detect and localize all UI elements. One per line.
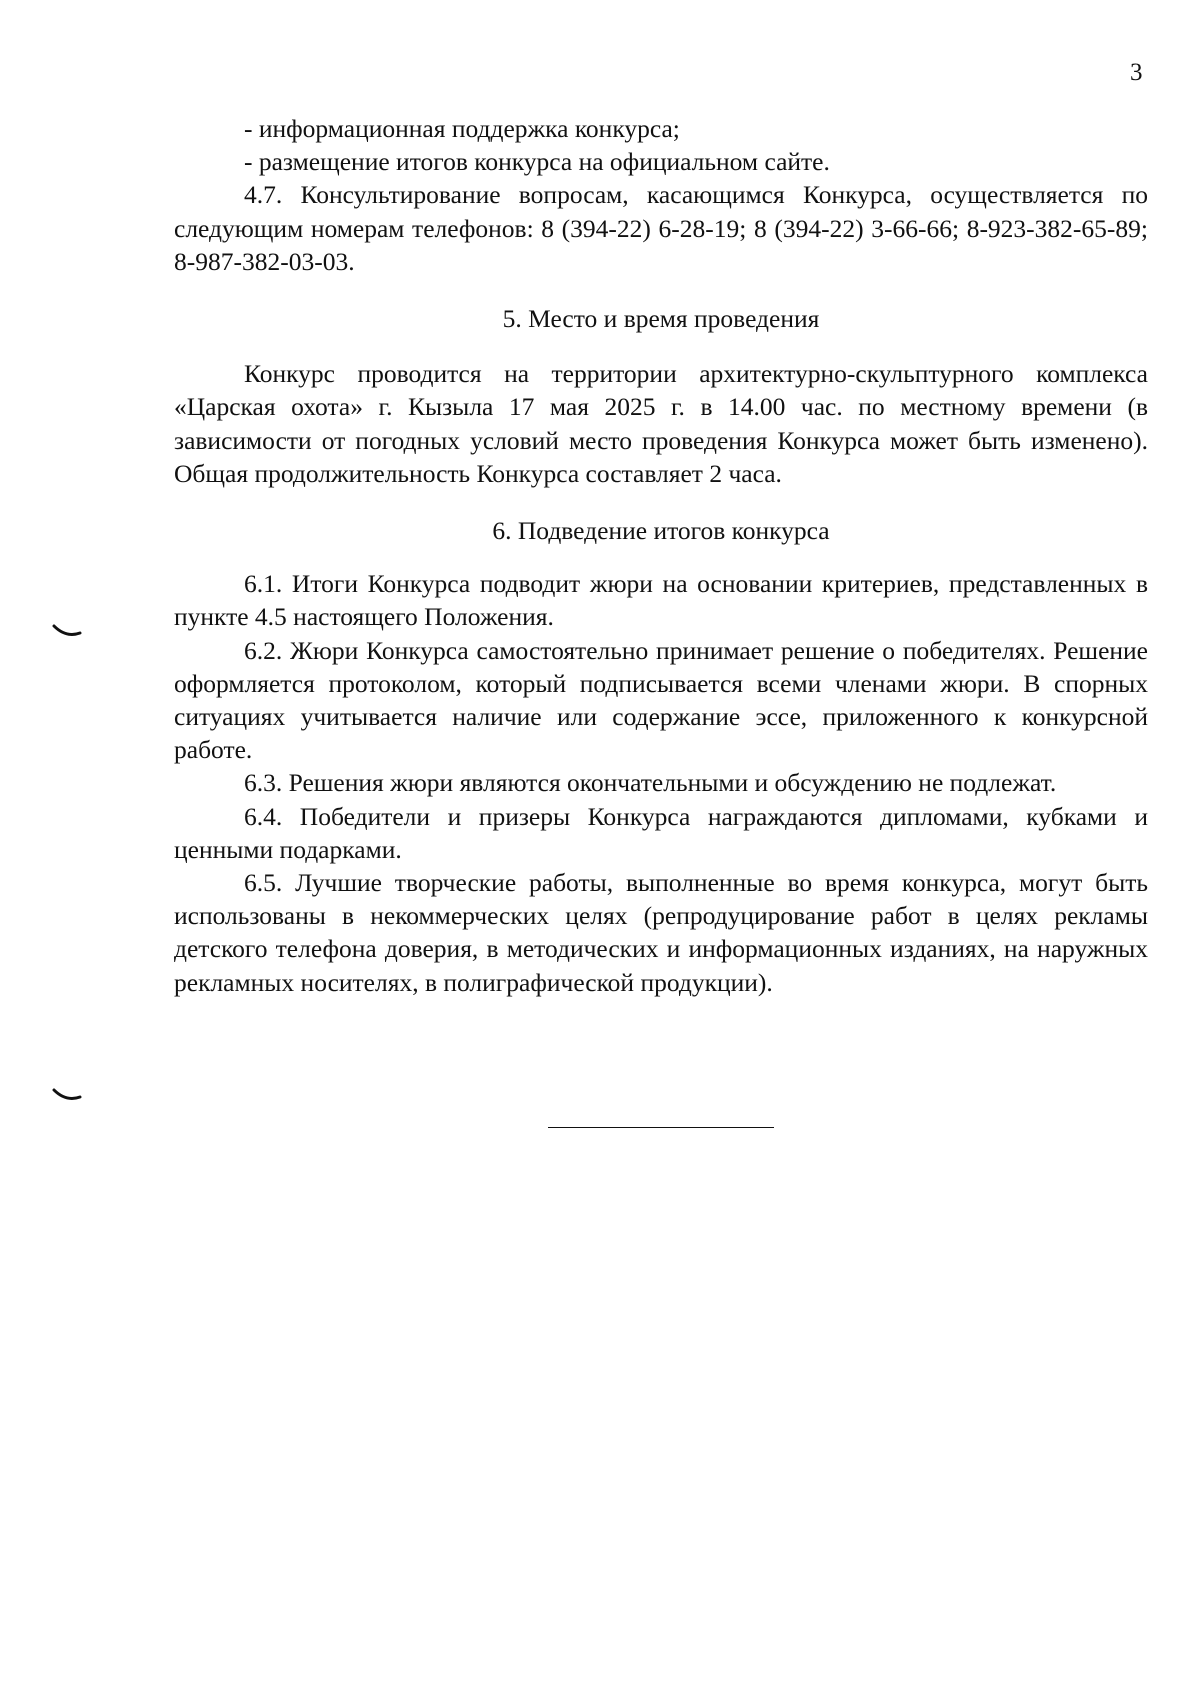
document-body bbox=[174, 112, 1148, 999]
binder-hole-mark-icon bbox=[52, 622, 82, 640]
page-number: 3 bbox=[1130, 59, 1143, 86]
section-heading-5: 5. Место и время проведения bbox=[502, 304, 820, 334]
paragraph-6-1: 6.1. Итоги Конкурса подводит жюри на основании критериев, представленных в пункте 4.5 настоящего Положения. bbox=[174, 569, 1148, 632]
paragraph-4-7-consultation: 4.7. Консультирование вопросам, касающимся Конкурса, осуществляется по следующим номерам телефонов: 8 (394-22) 6-28-19; 8 (394-22) 3-66-66; 8-923-382-65-89; 8-987-382-03-03. bbox=[174, 180, 1148, 276]
paragraph-6-4: 6.4. Победители и призеры Конкурса награждаются дипломами, кубками и ценными подарками. bbox=[174, 801, 1148, 864]
paragraph-6-2: 6.2. Жюри Конкурса самостоятельно принимает решение о победителях. Решение оформляется протоколом, который подписывается всеми членами жюри. В спорных ситуациях учитывается наличие или содержание эссе, приложенного к конкурсной работе. bbox=[174, 635, 1148, 765]
binder-hole-mark-icon bbox=[52, 1086, 82, 1104]
paragraph-venue-and-time: Конкурс проводится на территории архитектурно-скульптурного комплекса «Царская охота» г. Кызыла 17 мая 2025 г. в 14.00 час. по местному времени (в зависимости от погодных условий место проведения Конкурса может быть изменено). Общая продолжительность Конкурса составляет 2 часа. bbox=[174, 359, 1148, 488]
paragraph-6-5: 6.5. Лучшие творческие работы, выполненные во время конкурса, могут быть использованы в некоммерческих целях (репродуцирование работ в целях рекламы детского телефона доверия, в методических и информационных изданиях, на наружных рекламных носителях, в полиграфической продукции). bbox=[174, 868, 1148, 997]
paragraph-6-3: 6.3. Решения жюри являются окончательными и обсуждению не подлежат. bbox=[244, 768, 1057, 798]
paragraph-results-publication: - размещение итогов конкурса на официальном сайте. bbox=[244, 147, 830, 177]
section-heading-6: 6. Подведение итогов конкурса bbox=[492, 516, 830, 546]
paragraph-info-support: - информационная поддержка конкурса; bbox=[244, 114, 680, 143]
closing-rule bbox=[548, 1127, 774, 1128]
